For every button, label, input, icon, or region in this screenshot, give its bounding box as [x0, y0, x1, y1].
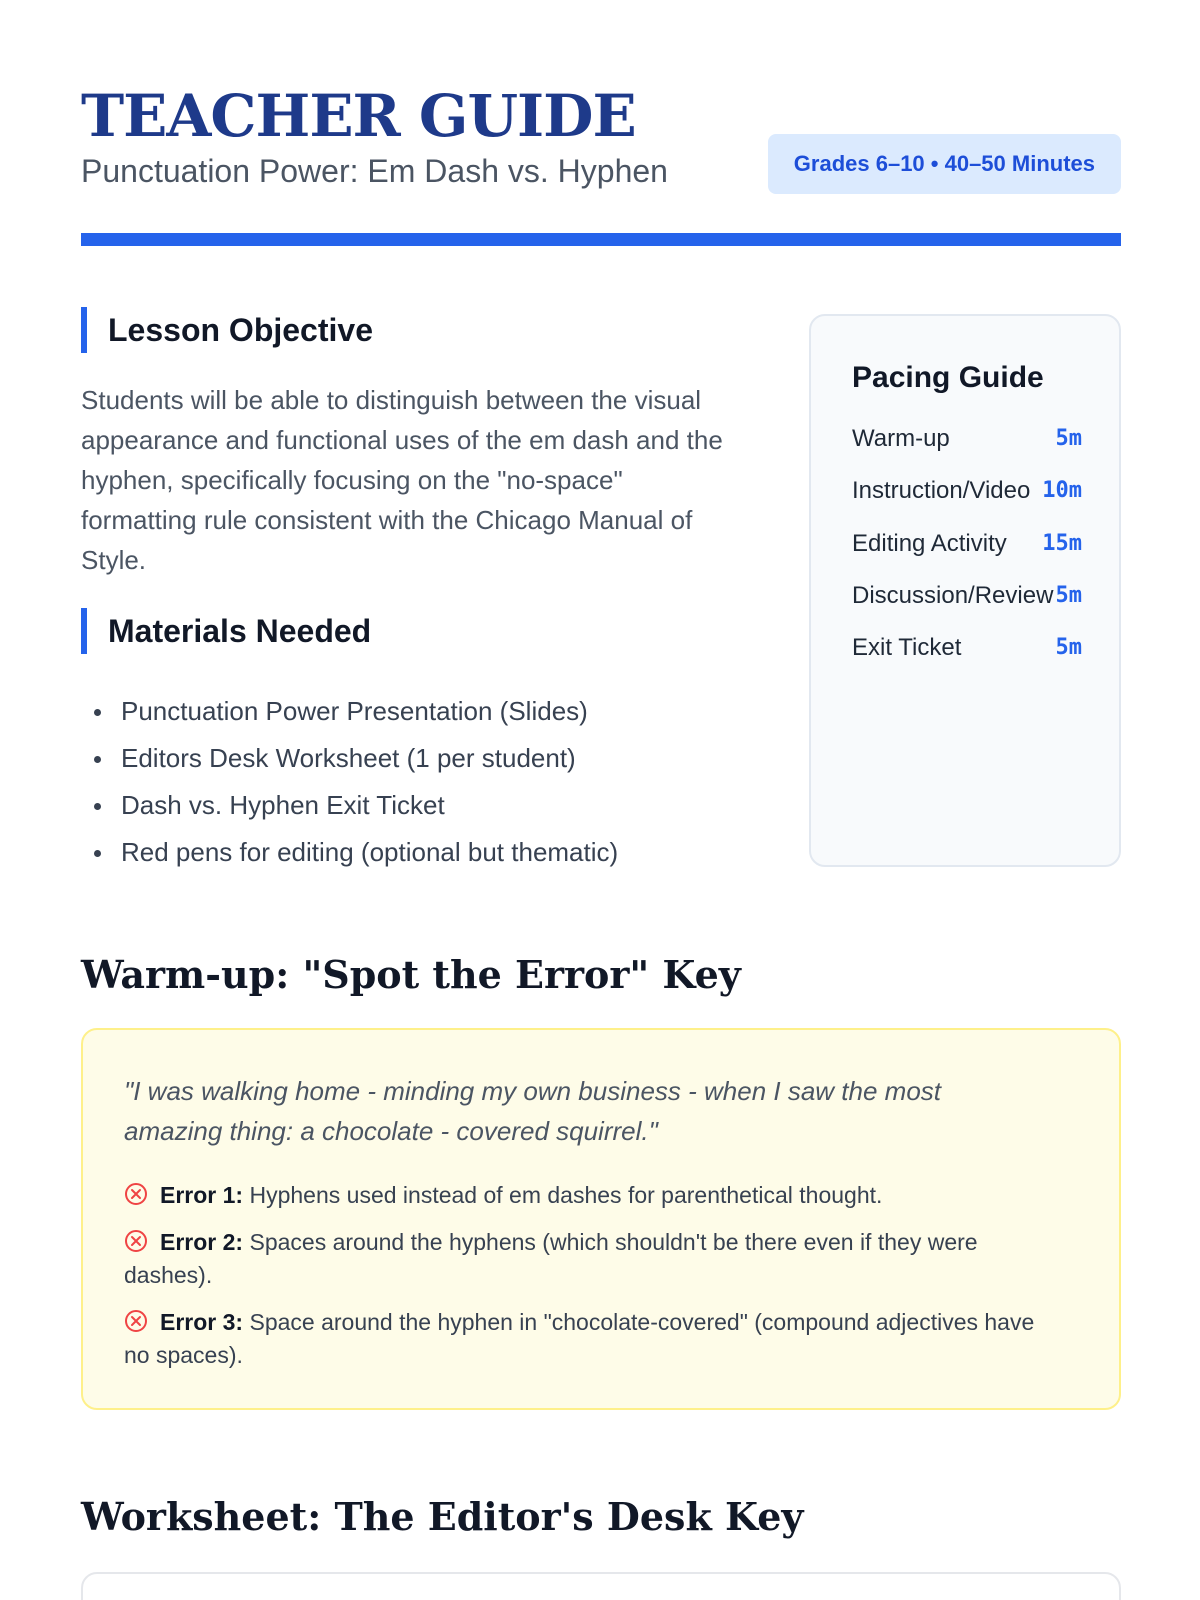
error-item: Error 3: Space around the hyphen in "chocolate-covered" (compound adjectives have no spaces). [124, 1309, 1035, 1368]
materials-list-item: Editors Desk Worksheet (1 per student) [81, 735, 618, 782]
pacing-duration: 5m [1055, 635, 1082, 660]
pacing-guide-title: Pacing Guide [852, 361, 1044, 394]
pacing-duration: 5m [1055, 426, 1082, 451]
warmup-sentence: "I was walking home - minding my own business - when I saw the most amazing thing: a chocolate - covered squirrel." [124, 1076, 942, 1146]
pacing-activity: Editing Activity [852, 530, 1007, 557]
materials-list-item: Red pens for editing (optional but thematic) [81, 829, 618, 876]
pacing-duration: 10m [1042, 478, 1082, 503]
guide-header [81, 82, 1121, 189]
materials-list-item: Punctuation Power Presentation (Slides) [81, 688, 618, 735]
grade-duration-badge: Grades 6–10 • 40–50 Minutes [768, 134, 1121, 194]
bullet-icon [94, 709, 101, 716]
error-item: Error 1: Hyphens used instead of em dashes for parenthetical thought. [124, 1179, 1064, 1212]
lesson-objective-heading: Lesson Objective [81, 307, 373, 353]
doc-subtitle: Punctuation Power: Em Dash vs. Hyphen [81, 153, 668, 189]
materials-list-item: Dash vs. Hyphen Exit Ticket [81, 782, 618, 829]
lesson-objective-text: Students will be able to distinguish between the visual appearance and functional uses of the em dash and the hyphen, specifically focusing on the "no-space" formatting rule consistent with the Chicago Manual of Style. [81, 385, 723, 575]
doc-title: TEACHER GUIDE [81, 82, 636, 150]
pacing-row [852, 576, 1082, 616]
teacher-guide-page [81, 0, 1121, 1600]
warmup-answer-key [81, 1028, 1121, 1410]
worksheet-answer-key [81, 1572, 1121, 1600]
pacing-row [852, 524, 1082, 564]
bullet-icon [94, 803, 101, 810]
pacing-activity: Warm-up [852, 425, 950, 452]
bullet-icon [94, 850, 101, 857]
materials-list [81, 688, 618, 876]
pacing-duration: 5m [1055, 583, 1082, 608]
error-item: Error 2: Spaces around the hyphens (which shouldn't be there even if they were dashes). [124, 1229, 978, 1288]
pacing-duration: 15m [1042, 531, 1082, 556]
pacing-activity: Instruction/Video [852, 477, 1031, 504]
pacing-activity: Exit Ticket [852, 634, 962, 661]
x-circle-icon [124, 1229, 148, 1253]
pacing-row [852, 471, 1082, 511]
pacing-guide-card [809, 314, 1121, 867]
worksheet-heading: Worksheet: The Editor's Desk Key [81, 1494, 804, 1539]
bullet-icon [94, 756, 101, 763]
header-divider [81, 233, 1121, 246]
materials-heading: Materials Needed [81, 608, 371, 654]
pacing-row [852, 628, 1082, 668]
pacing-activity: Discussion/Review [852, 582, 1054, 609]
x-circle-icon [124, 1309, 148, 1333]
x-circle-icon [124, 1182, 148, 1206]
pacing-row [852, 419, 1082, 459]
warmup-heading: Warm-up: "Spot the Error" Key [81, 952, 741, 997]
